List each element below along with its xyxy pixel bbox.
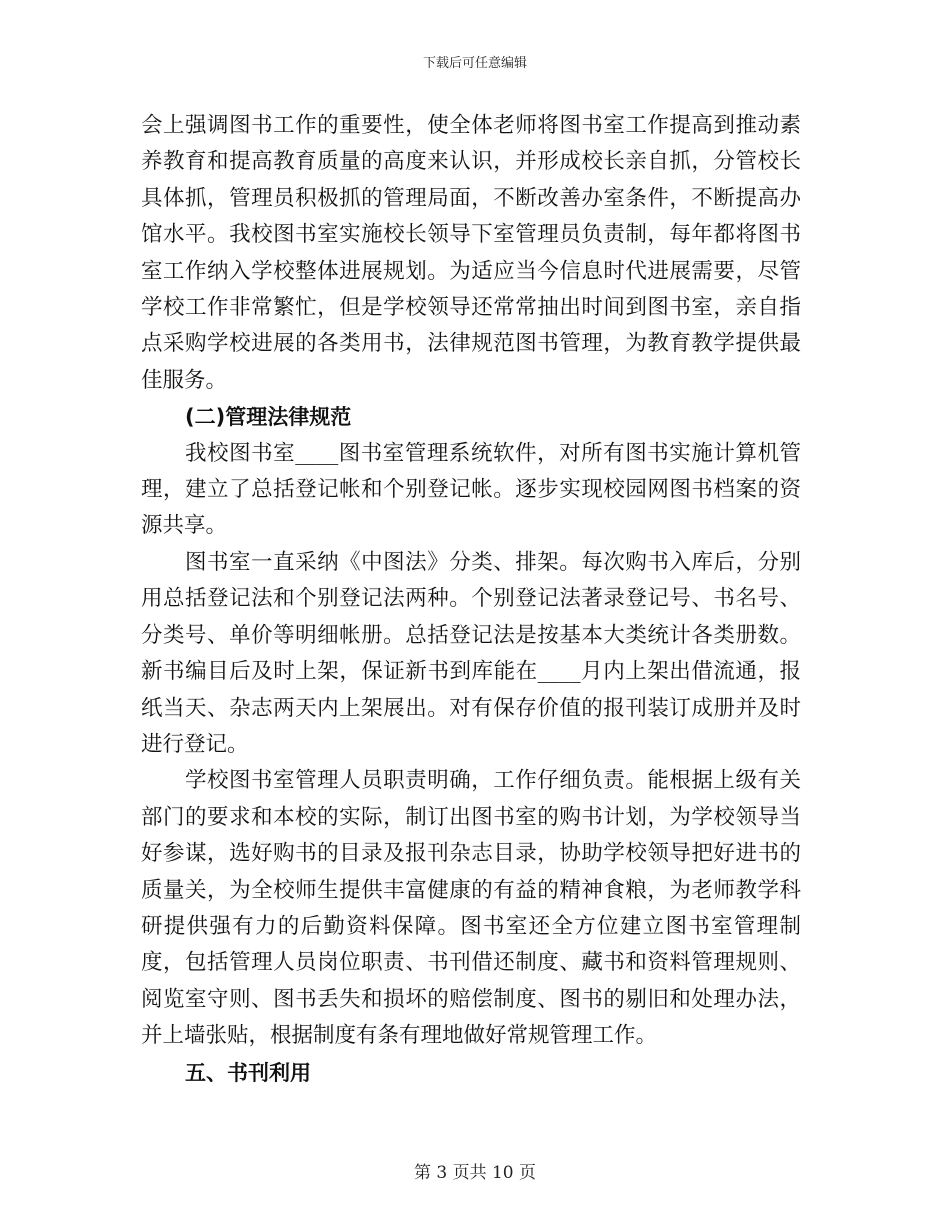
paragraph: 我校图书室____图书室管理系统软件，对所有图书实施计算机管理，建立了总括登记帐和个别登记帐。逐步实现校园网图书档案的资源共享。 [141, 440, 801, 539]
paragraph: 学校图书室管理人员职责明确，工作仔细负责。能根据上级有关部门的要求和本校的实际，制订出图书室的购书计划，为学校领导当好参谋，选好购书的目录及报刊杂志目录，协助学校领导把好进书的质量关，为全校师生提供丰富健康的有益的精神食粮，为老师教学科研提供强有力的后勤资料保障。图书室还全方位建立图书室管理制度，包括管理人员岗位职责、书刊借还制度、藏书和资料管理规则、阅览室守则、图书丢失和损坏的赔偿制度、图书的剔旧和处理办法，并上墙张贴，根据制度有条有理地做好常规管理工作。 [141, 768, 801, 1049]
document-body [141, 108, 801, 1091]
page-footer: 第 3 页共 10 页 [413, 1163, 537, 1183]
section-heading: (二)管理法律规范 [185, 405, 352, 430]
paragraph: 会上强调图书工作的重要性，使全体老师将图书室工作提高到推动素养教育和提高教育质量的高度来认识，并形成校长亲自抓，分管校长具体抓，管理员积极抓的管理局面，不断改善办室条件，不断提高办馆水平。我校图书室实施校长领导下室管理员负责制，每年都将图书室工作纳入学校整体进展规划。为适应当今信息时代进展需要，尽管学校工作非常繁忙，但是学校领导还常常抽出时间到图书室，亲自指点采购学校进展的各类用书，法律规范图书管理，为教育教学提供最佳服务。 [141, 113, 801, 393]
paragraph: 图书室一直采纳《中图法》分类、排架。每次购书入库后，分别用总括登记法和个别登记法两种。个别登记法著录登记号、书名号、分类号、单价等明细帐册。总括登记法是按基本大类统计各类册数。新书编目后及时上架，保证新书到库能在____月内上架出借流通，报纸当天、杂志两天内上架展出。对有保存价值的报刊装订成册并及时进行登记。 [141, 549, 801, 757]
page-header: 下载后可任意编辑 [422, 56, 527, 71]
section-heading: 五、书刊利用 [185, 1060, 311, 1085]
